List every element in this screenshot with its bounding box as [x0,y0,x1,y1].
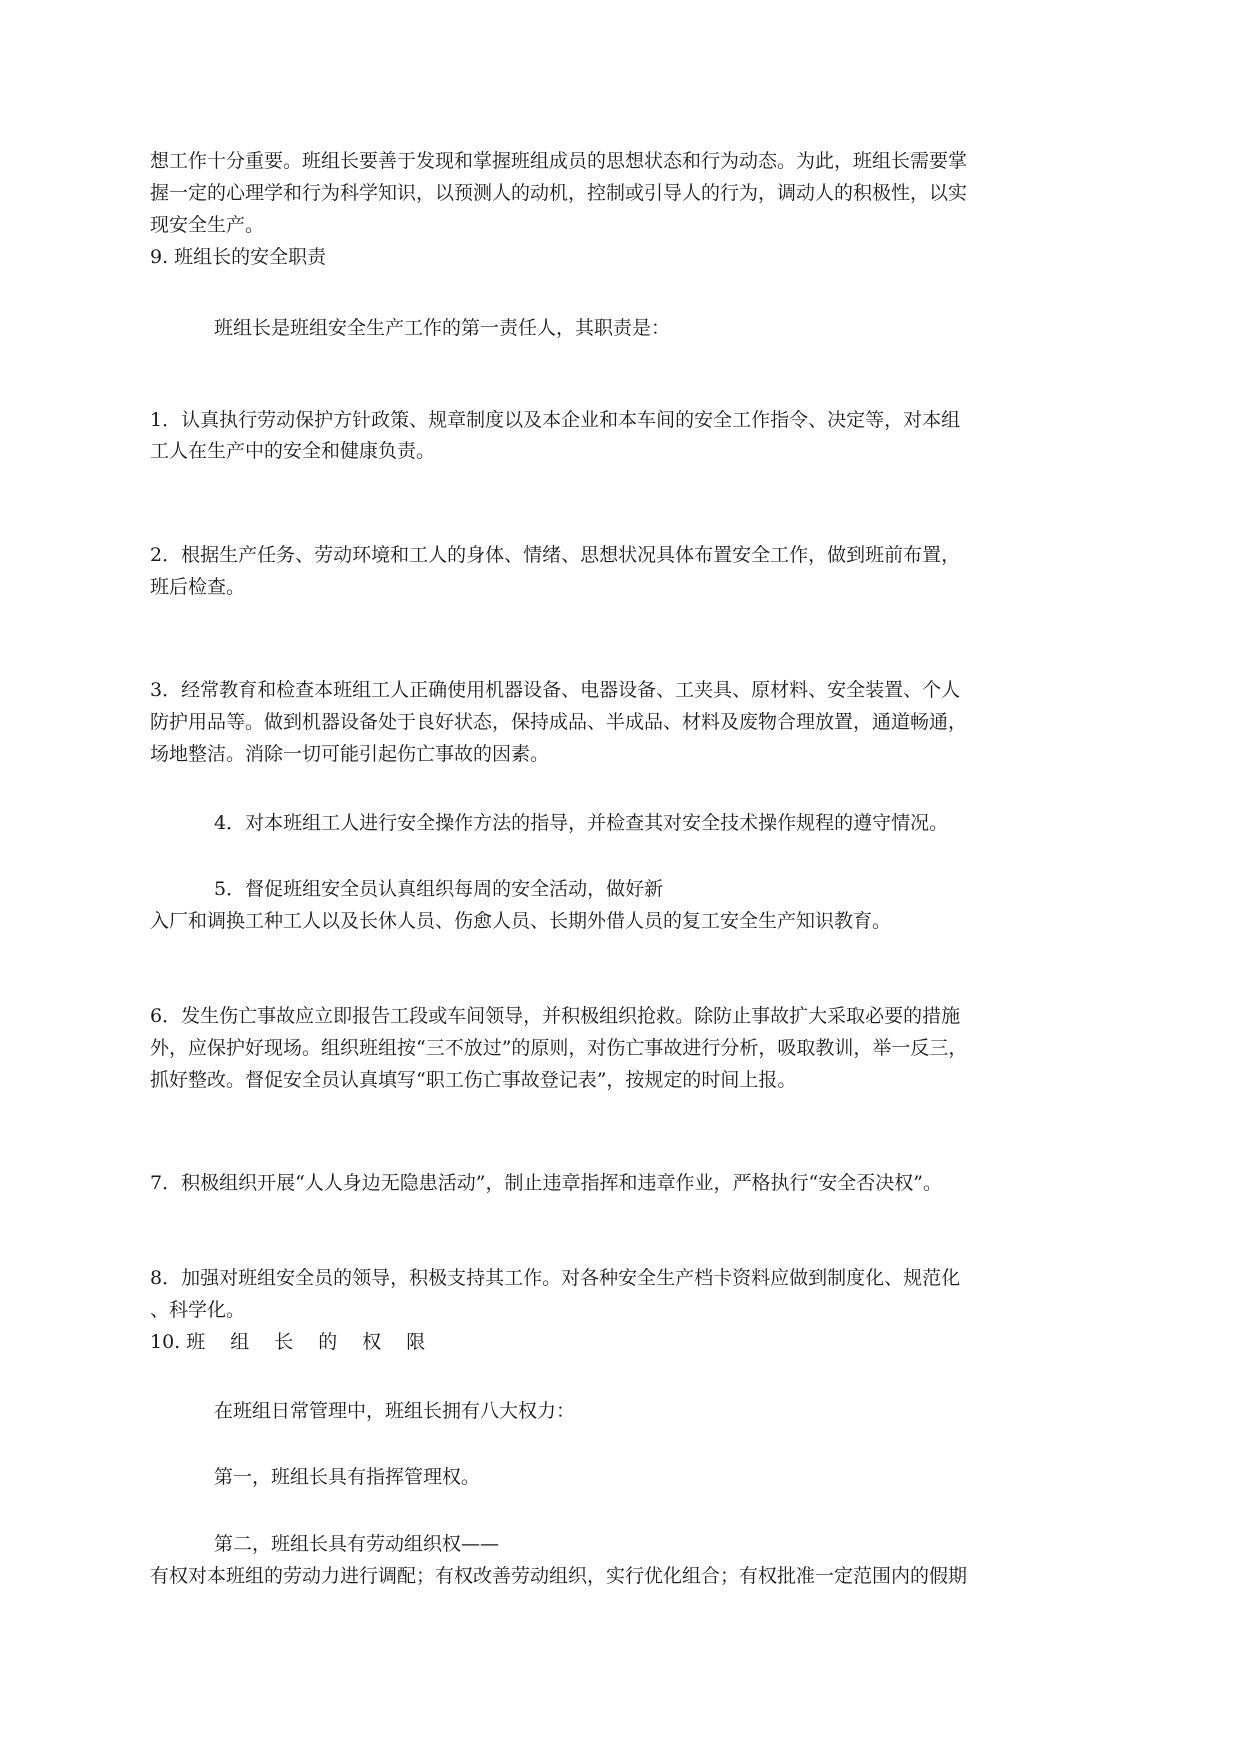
duty-3-line-3: 场地整洁。消除一切可能引起伤亡事故的因素。 [150,743,550,765]
power-2: 第二，班组长具有劳动组织权—— [214,1533,500,1555]
duty-3-line-1: 3．经常教育和检查本班组工人正确使用机器设备、电器设备、工夹具、原材料、安全装置、个人 [150,679,961,701]
duty-6-line-3: 抓好整改。督促安全员认真填写“职工伤亡事故登记表”，按规定的时间上报。 [150,1069,797,1091]
section-10-title: 班组长的权限 [186,1331,451,1353]
duty-6-line-1: 6．发生伤亡事故应立即报告工段或车间领导，并积极组织抢救。除防止事故扩大采取必要的措施 [150,1005,961,1027]
duty-2-line-2: 班后检查。 [150,576,246,598]
duty-3-line-2: 防护用品等。做到机器设备处于良好状态，保持成品、半成品、材料及废物合理放置，通道畅通， [150,711,968,733]
duty-7-line-1: 7．积极组织开展“人人身边无隐患活动”，制止违章指挥和违章作业，严格执行“安全否决权”。 [150,1172,942,1194]
duty-4-line-1: 4．对本班组工人进行安全操作方法的指导，并检查其对安全技术操作规程的遵守情况。 [214,812,949,834]
intro-line-2: 握一定的心理学和行为科学知识，以预测人的动机，控制或引导人的行为，调动人的积极性，以实 [150,182,968,204]
power-2-detail: 有权对本班组的劳动力进行调配；有权改善劳动组织，实行优化组合；有权批准一定范围内的假期 [150,1565,968,1587]
section-9-lead: 班组长是班组安全生产工作的第一责任人，其职责是： [214,317,671,339]
duty-1-line-1: 1．认真执行劳动保护方针政策、规章制度以及本企业和本车间的安全工作指令、决定等，对本组 [150,409,961,431]
duty-5-line-1: 5．督促班组安全员认真组织每周的安全活动，做好新 [214,878,664,900]
section-10-number: 10. [150,1331,181,1353]
duty-6-line-2: 外，应保护好现场。组织班组按“三不放过”的原则，对伤亡事故进行分析，吸取教训，举一反三， [150,1037,968,1059]
duty-8-line-1: 8．加强对班组安全员的领导，积极支持其工作。对各种安全生产档卡资料应做到制度化、规范化 [150,1267,961,1289]
power-1: 第一，班组长具有指挥管理权。 [214,1466,481,1488]
intro-line-3: 现安全生产。 [150,214,265,236]
duty-8-line-2: 、科学化。 [150,1299,246,1321]
duty-2-line-1: 2．根据生产任务、劳动环境和工人的身体、情绪、思想状况具体布置安全工作，做到班前布置， [150,544,961,566]
duty-5-line-2: 入厂和调换工种工人以及长休人员、伤愈人员、长期外借人员的复工安全生产知识教育。 [150,910,892,932]
section-9-heading: 9. 班组长的安全职责 [150,246,327,268]
section-10-heading [150,1327,450,1357]
duty-1-line-2: 工人在生产中的安全和健康负责。 [150,440,436,462]
section-10-lead: 在班组日常管理中，班组长拥有八大权力： [214,1400,576,1422]
intro-line-1: 想工作十分重要。班组长要善于发现和掌握班组成员的思想状态和行为动态。为此，班组长需要掌 [150,150,968,172]
